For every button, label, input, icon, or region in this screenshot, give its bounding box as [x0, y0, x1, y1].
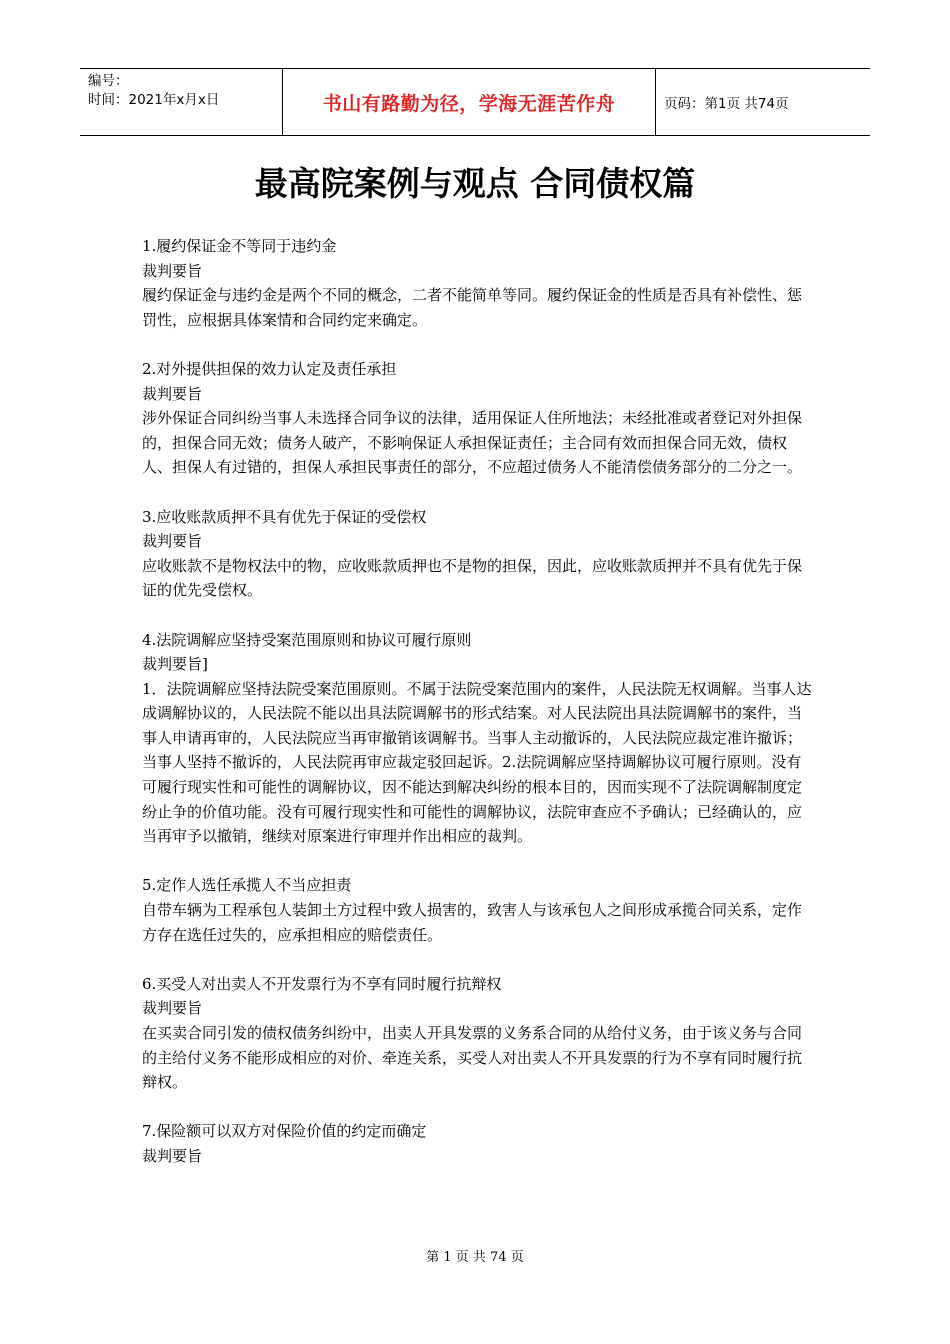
case-section	[142, 234, 812, 332]
case-section	[142, 628, 812, 849]
document-date: 时间：2021年x月x日	[88, 92, 220, 108]
case-body: 1．法院调解应坚持法院受案范围原则。不属于法院受案范围内的案件，人民法院无权调解。当事人达成调解协议的，人民法院不能以出具法院调解书的形式结案。对人民法院出具法院调解书的案件，当事人申请再审的，人民法院应当再审撤销该调解书。当事人主动撤诉的，人民法院应裁定准许撤诉；当事人坚持不撤诉的，人民法院再审应裁定驳回起诉。2.法院调解应坚持调解协议可履行原则。没有可履行现实性和可能性的调解协议，因不能达到解决纠纷的根本目的，因而实现不了法院调解制度定纷止争的价值功能。没有可履行现实性和可能性的调解协议，法院审查应不予确认；已经确认的，应当再审予以撤销，继续对原案进行审理并作出相应的裁判。	[142, 679, 812, 846]
case-section	[142, 873, 812, 947]
header-motto: 书山有路勤为径，学海无涯苦作舟	[282, 69, 656, 135]
case-heading: 1.履约保证金不等同于违约金	[142, 237, 337, 255]
document-number-label: 编号：	[88, 73, 129, 89]
case-heading: 6.买受人对出卖人不开发票行为不享有同时履行抗辩权	[142, 974, 502, 993]
case-section	[142, 1119, 812, 1168]
case-body: 在买卖合同引发的债权债务纠纷中，出卖人开具发票的义务系合同的从给付义务，由于该义务与合同的主给付义务不能形成相应的对价、牵连关系，买受人对出卖人不开具发票的行为不享有同时履行抗辩权。	[142, 1024, 803, 1092]
case-section	[142, 357, 812, 480]
case-body: 涉外保证合同纠纷当事人未选择合同争议的法律，适用保证人住所地法；未经批准或者登记对外担保的，担保合同无效；债务人破产，不影响保证人承担保证责任；主合同有效而担保合同无效，债权人、担保人有过错的，担保人承担民事责任的部分，不应超过债务人不能清偿债务部分的二分之一。	[142, 409, 803, 477]
header-meta	[80, 69, 282, 135]
case-section	[142, 972, 812, 1095]
ruling-label: 裁判要旨	[142, 532, 203, 551]
case-body: 履约保证金与违约金是两个不同的概念，二者不能简单等同。履约保证金的性质是否具有补偿性、惩罚性，应根据具体案情和合同约定来确定。	[142, 286, 803, 329]
case-body: 应收账款不是物权法中的物，应收账款质押也不是物的担保，因此，应收账款质押并不具有优先于保证的优先受偿权。	[142, 556, 803, 600]
document-body	[142, 234, 812, 1193]
case-heading: 4.法院调解应坚持受案范围原则和协议可履行原则	[142, 630, 472, 649]
page-footer: 第 1 页 共 74 页	[426, 1250, 524, 1265]
ruling-label: 裁判要旨	[142, 1146, 203, 1165]
document-title: 最高院案例与观点 合同债权篇	[254, 164, 696, 203]
case-heading: 7.保险额可以双方对保险价值的约定而确定	[142, 1122, 427, 1141]
ruling-label: 裁判要旨	[142, 384, 203, 403]
header-page-info: 页码：第1页 共74页	[664, 96, 789, 112]
ruling-label: 裁判要旨	[142, 999, 203, 1018]
case-heading: 3.应收账款质押不具有优先于保证的受偿权	[142, 507, 427, 526]
case-body: 自带车辆为工程承包人装卸土方过程中致人损害的，致害人与该承包人之间形成承揽合同关系，定作方存在选任过失的，应承担相应的赔偿责任。	[142, 901, 803, 944]
case-section	[142, 505, 812, 603]
page-header	[80, 68, 870, 136]
ruling-label: 裁判要旨	[142, 261, 203, 280]
ruling-label: 裁判要旨]	[142, 655, 208, 674]
case-heading: 2.对外提供担保的效力认定及责任承担	[142, 359, 397, 378]
case-heading: 5.定作人选任承揽人不当应担责	[142, 876, 352, 895]
